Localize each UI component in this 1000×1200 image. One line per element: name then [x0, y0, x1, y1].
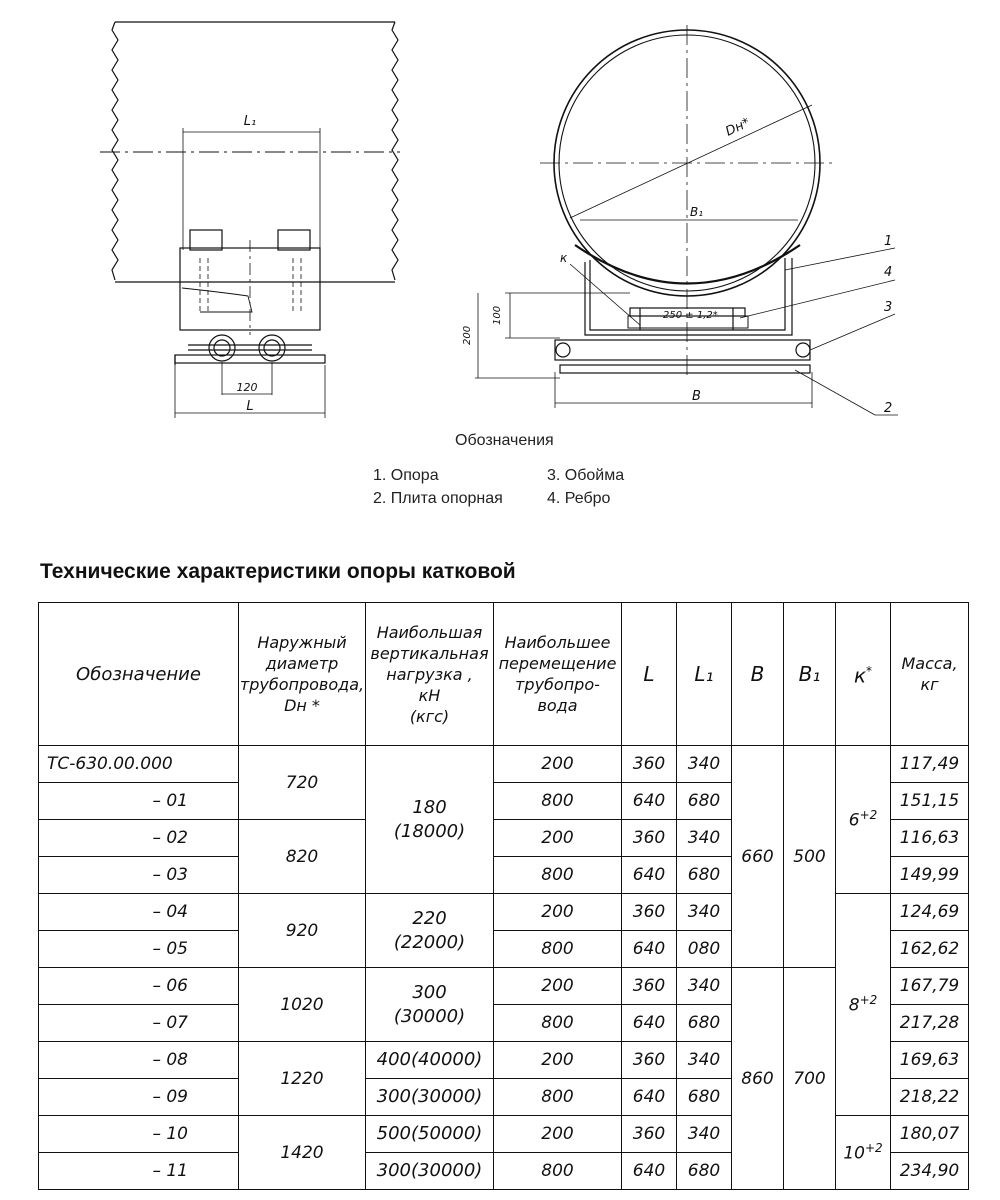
diameter-cell: 720	[239, 746, 366, 820]
table-header-row	[39, 603, 969, 746]
L1-cell: 080	[677, 931, 732, 968]
roller-left	[209, 335, 235, 361]
header-k: к*	[836, 603, 891, 746]
dim-label-L1: L₁	[243, 114, 257, 129]
dim-label-B1: B₁	[690, 205, 704, 219]
mass-cell: 180,07	[891, 1116, 969, 1153]
designation-cell: – 03	[39, 857, 239, 894]
front-view	[475, 25, 898, 415]
dim-label-dh: Dн*	[723, 115, 753, 140]
load-cell: 300(30000)	[366, 1153, 494, 1190]
load-cell: 220 (22000)	[366, 894, 494, 968]
L-cell: 360	[622, 1116, 677, 1153]
callout-1: 1	[884, 234, 893, 249]
L1-cell: 680	[677, 1153, 732, 1190]
diameter-cell: 920	[239, 894, 366, 968]
legend-item-1: 1. Опора	[373, 467, 439, 484]
dim-label-L: L	[246, 399, 254, 414]
L-cell: 640	[622, 1153, 677, 1190]
callout-4: 4	[884, 265, 893, 280]
designation-cell: – 08	[39, 1042, 239, 1079]
spec-table	[38, 602, 969, 1190]
k-cell: $6^{+2}$	[836, 746, 891, 894]
header-B1: B₁	[784, 603, 836, 746]
clamp	[555, 340, 810, 360]
dim-label-100: 100	[492, 305, 503, 325]
dim-label-B: B	[692, 389, 701, 404]
dim-label-250: 250 ± 1,2*	[663, 310, 718, 321]
L1-cell: 340	[677, 820, 732, 857]
designation-cell: – 10	[39, 1116, 239, 1153]
mass-cell: 234,90	[891, 1153, 969, 1190]
designation-cell: – 05	[39, 931, 239, 968]
L-cell: 360	[622, 968, 677, 1005]
header-designation: Обозначение	[39, 603, 239, 746]
L-cell: 640	[622, 857, 677, 894]
pipe-break-left	[112, 22, 118, 280]
support-lug-right	[278, 230, 310, 250]
L-cell: 640	[622, 1005, 677, 1042]
mass-cell: 117,49	[891, 746, 969, 783]
table-row	[39, 746, 969, 783]
B1-cell: 500	[784, 746, 836, 968]
L1-cell: 340	[677, 1116, 732, 1153]
table-row	[39, 968, 969, 1005]
callout-3: 3	[884, 300, 893, 315]
L-cell: 640	[622, 1079, 677, 1116]
dim-label-k: к	[560, 251, 568, 265]
pipe-break-right	[392, 22, 398, 280]
designation-cell: – 04	[39, 894, 239, 931]
B-cell: 860	[732, 968, 784, 1190]
legend-item-4: 4. Ребро	[547, 490, 611, 507]
side-view	[100, 22, 400, 418]
technical-drawing	[0, 0, 1000, 430]
L-cell: 640	[622, 931, 677, 968]
displacement-cell: 800	[494, 783, 622, 820]
displacement-cell: 200	[494, 746, 622, 783]
designation-cell: – 09	[39, 1079, 239, 1116]
displacement-cell: 200	[494, 820, 622, 857]
header-displacement: Наибольшее перемещение трубопро- вода	[494, 603, 622, 746]
load-cell: 300 (30000)	[366, 968, 494, 1042]
displacement-cell: 800	[494, 857, 622, 894]
mass-cell: 116,63	[891, 820, 969, 857]
designation-cell: – 06	[39, 968, 239, 1005]
load-cell: 180 (18000)	[366, 746, 494, 894]
designation-cell: – 02	[39, 820, 239, 857]
mass-cell: 217,28	[891, 1005, 969, 1042]
header-load: Наибольшая вертикальная нагрузка , кН (кгс)	[366, 603, 494, 746]
displacement-cell: 200	[494, 1116, 622, 1153]
L1-cell: 340	[677, 894, 732, 931]
load-cell: 500(50000)	[366, 1116, 494, 1153]
diameter-cell: 820	[239, 820, 366, 894]
base-plate-side	[175, 355, 325, 363]
designation-cell: – 07	[39, 1005, 239, 1042]
legend-item-3: 3. Обойма	[547, 467, 625, 484]
load-cell: 300(30000)	[366, 1079, 494, 1116]
mass-cell: 167,79	[891, 968, 969, 1005]
mass-cell: 151,15	[891, 783, 969, 820]
L-cell: 360	[622, 894, 677, 931]
L-cell: 360	[622, 746, 677, 783]
mass-cell: 149,99	[891, 857, 969, 894]
L-cell: 640	[622, 783, 677, 820]
header-L1: L₁	[677, 603, 732, 746]
support-cradle	[575, 245, 800, 284]
designation-cell: ТС-630.00.000	[39, 746, 239, 783]
L1-cell: 340	[677, 746, 732, 783]
drawing-svg	[0, 0, 1000, 430]
mass-cell: 169,63	[891, 1042, 969, 1079]
header-diameter: Наружный диаметр трубопровода, Dн *	[239, 603, 366, 746]
legend-title: Обозначения	[455, 432, 554, 449]
mass-cell: 124,69	[891, 894, 969, 931]
L1-cell: 340	[677, 1042, 732, 1079]
L1-cell: 680	[677, 783, 732, 820]
designation-cell: – 11	[39, 1153, 239, 1190]
header-B: B	[732, 603, 784, 746]
mass-cell: 162,62	[891, 931, 969, 968]
L1-cell: 680	[677, 1005, 732, 1042]
roller-right	[259, 335, 285, 361]
displacement-cell: 800	[494, 1005, 622, 1042]
displacement-cell: 800	[494, 931, 622, 968]
L-cell: 360	[622, 1042, 677, 1079]
diameter-cell: 1020	[239, 968, 366, 1042]
diameter-cell: 1420	[239, 1116, 366, 1190]
header-L: L	[622, 603, 677, 746]
mass-cell: 218,22	[891, 1079, 969, 1116]
support-lug-left	[190, 230, 222, 250]
header-mass: Масса, кг	[891, 603, 969, 746]
dim-label-200: 200	[462, 325, 473, 345]
callout-2: 2	[884, 401, 893, 416]
load-cell: 400(40000)	[366, 1042, 494, 1079]
B1-cell: 700	[784, 968, 836, 1190]
displacement-cell: 800	[494, 1153, 622, 1190]
table-title: Технические характеристики опоры катковой	[40, 560, 516, 583]
displacement-cell: 200	[494, 968, 622, 1005]
L1-cell: 680	[677, 857, 732, 894]
displacement-cell: 200	[494, 1042, 622, 1079]
L1-cell: 680	[677, 1079, 732, 1116]
displacement-cell: 800	[494, 1079, 622, 1116]
designation-cell: – 01	[39, 783, 239, 820]
diameter-cell: 1220	[239, 1042, 366, 1116]
L1-cell: 340	[677, 968, 732, 1005]
k-cell: $10^{+2}$	[836, 1116, 891, 1190]
k-cell: $8^{+2}$	[836, 894, 891, 1116]
dim-label-120: 120	[236, 381, 258, 394]
legend-item-2: 2. Плита опорная	[373, 490, 503, 507]
base-plate	[560, 365, 810, 373]
L-cell: 360	[622, 820, 677, 857]
B-cell: 660	[732, 746, 784, 968]
displacement-cell: 200	[494, 894, 622, 931]
